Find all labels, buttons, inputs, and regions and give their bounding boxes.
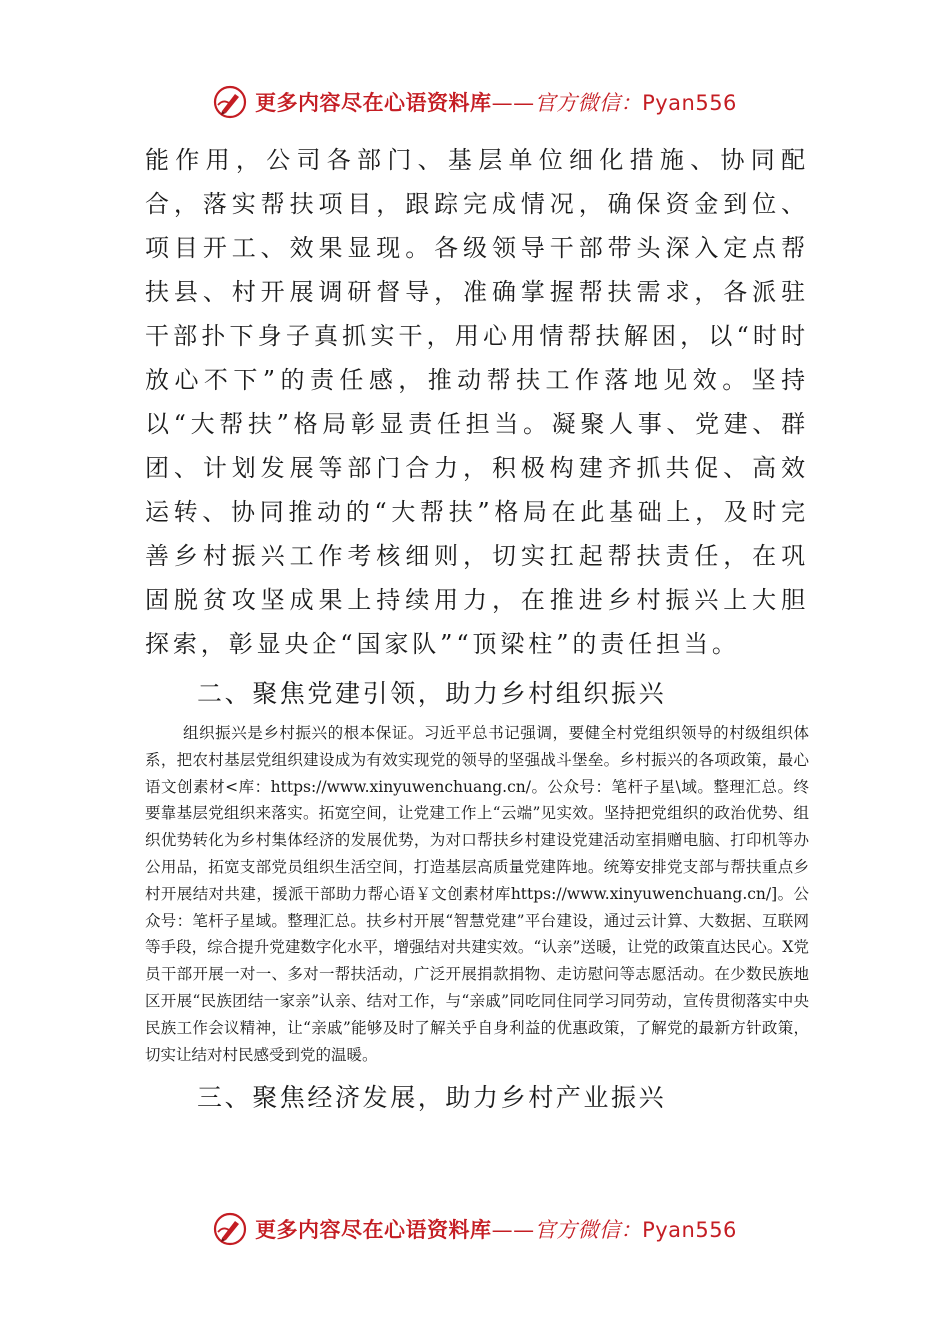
banner-text — [255, 87, 737, 117]
banner-brand: 更多内容尽在心语资料库 — [255, 1218, 492, 1242]
section-heading-2: 二、聚焦党建引领，助力乡村组织振兴 — [197, 679, 667, 708]
pen-nib-logo-icon — [213, 1212, 247, 1246]
banner-wechat-id: Pyan556 — [642, 91, 737, 115]
section-heading-3: 三、聚焦经济发展，助力乡村产业振兴 — [197, 1083, 667, 1113]
banner-dash: —— — [491, 1218, 535, 1242]
banner-wechat-id: Pyan556 — [642, 1218, 737, 1242]
banner-brand: 更多内容尽在心语资料库 — [255, 91, 492, 115]
banner-text — [255, 1214, 737, 1244]
pen-nib-logo-icon — [213, 85, 247, 119]
footer-banner — [0, 1209, 950, 1249]
banner-official-label: 官方微信： — [534, 91, 643, 115]
paragraph-organization: 组织振兴是乡村振兴的根本保证。习近平总书记强调，要健全村党组织领导的村级组织体系，把农村基层党组织建设成为有效实现党的领导的坚强战斗堡垒。乡村振兴的各项政策，最心语文创素材<库：https://www.xinyuwenchuang.cn/。公众号：笔杆子星\域。整理汇总。终要靠基层党组织来落实。拓宽空间，让党建工作上“云端”见实效。坚持把党组织的政治优势、组织优势转化为乡村集体经济的发展优势，为对口帮扶乡村建设党建活动室捐赠电脑、打印机等办公用品，拓宽支部党员组织生活空间，打造基层高质量党建阵地。统筹安排党支部与帮扶重点乡村开展结对共建，援派干部助力帮心语￥文创素材库https://www.xinyuwenchuang.cn/]。公众号：笔杆子星域。整理汇总。扶乡村开展“智慧党建”平台建设，通过云计算、大数据、互联网等手段，综合提升党建数字化水平，增强结对共建实效。“认亲”送暖，让党的政策直达民心。X党员干部开展一对一、多对一帮扶活动，广泛开展捐款捐物、走访慰问等志愿活动。在少数民族地区开展“民族团结一家亲”认亲、结对工作，与“亲戚”同吃同住同学习同劳动，宣传贯彻落实中央民族工作会议精神，让“亲戚”能够及时了解关乎自身利益的优惠政策，了解党的最新方针政策，切实让结对村民感受到党的温暖。 — [145, 724, 809, 1064]
banner-official-label: 官方微信： — [534, 1218, 643, 1242]
paragraph-continuation: 能作用，公司各部门、基层单位细化措施、协同配合，落实帮扶项目，跟踪完成情况，确保资金到位、项目开工、效果显现。各级领导干部带头深入定点帮扶县、村开展调研督导，准确掌握帮扶需求，各派驻干部扑下身子真抓实干，用心用情帮扶解困，以“时时放心不下”的责任感，推动帮扶工作落地见效。坚持以“大帮扶”格局彰显责任担当。凝聚人事、党建、群团、计划发展等部门合力，积极构建齐抓共促、高效运转、协同推动的“大帮扶”格局在此基础上，及时完善乡村振兴工作考核细则，切实扛起帮扶责任，在巩固脱贫攻坚成果上持续用力，在推进乡村振兴上大胆探索，彰显央企“国家队”“顶梁柱”的责任担当。 — [145, 146, 809, 658]
header-banner — [0, 82, 950, 122]
banner-dash: —— — [491, 91, 535, 115]
document-body — [145, 138, 809, 1124]
